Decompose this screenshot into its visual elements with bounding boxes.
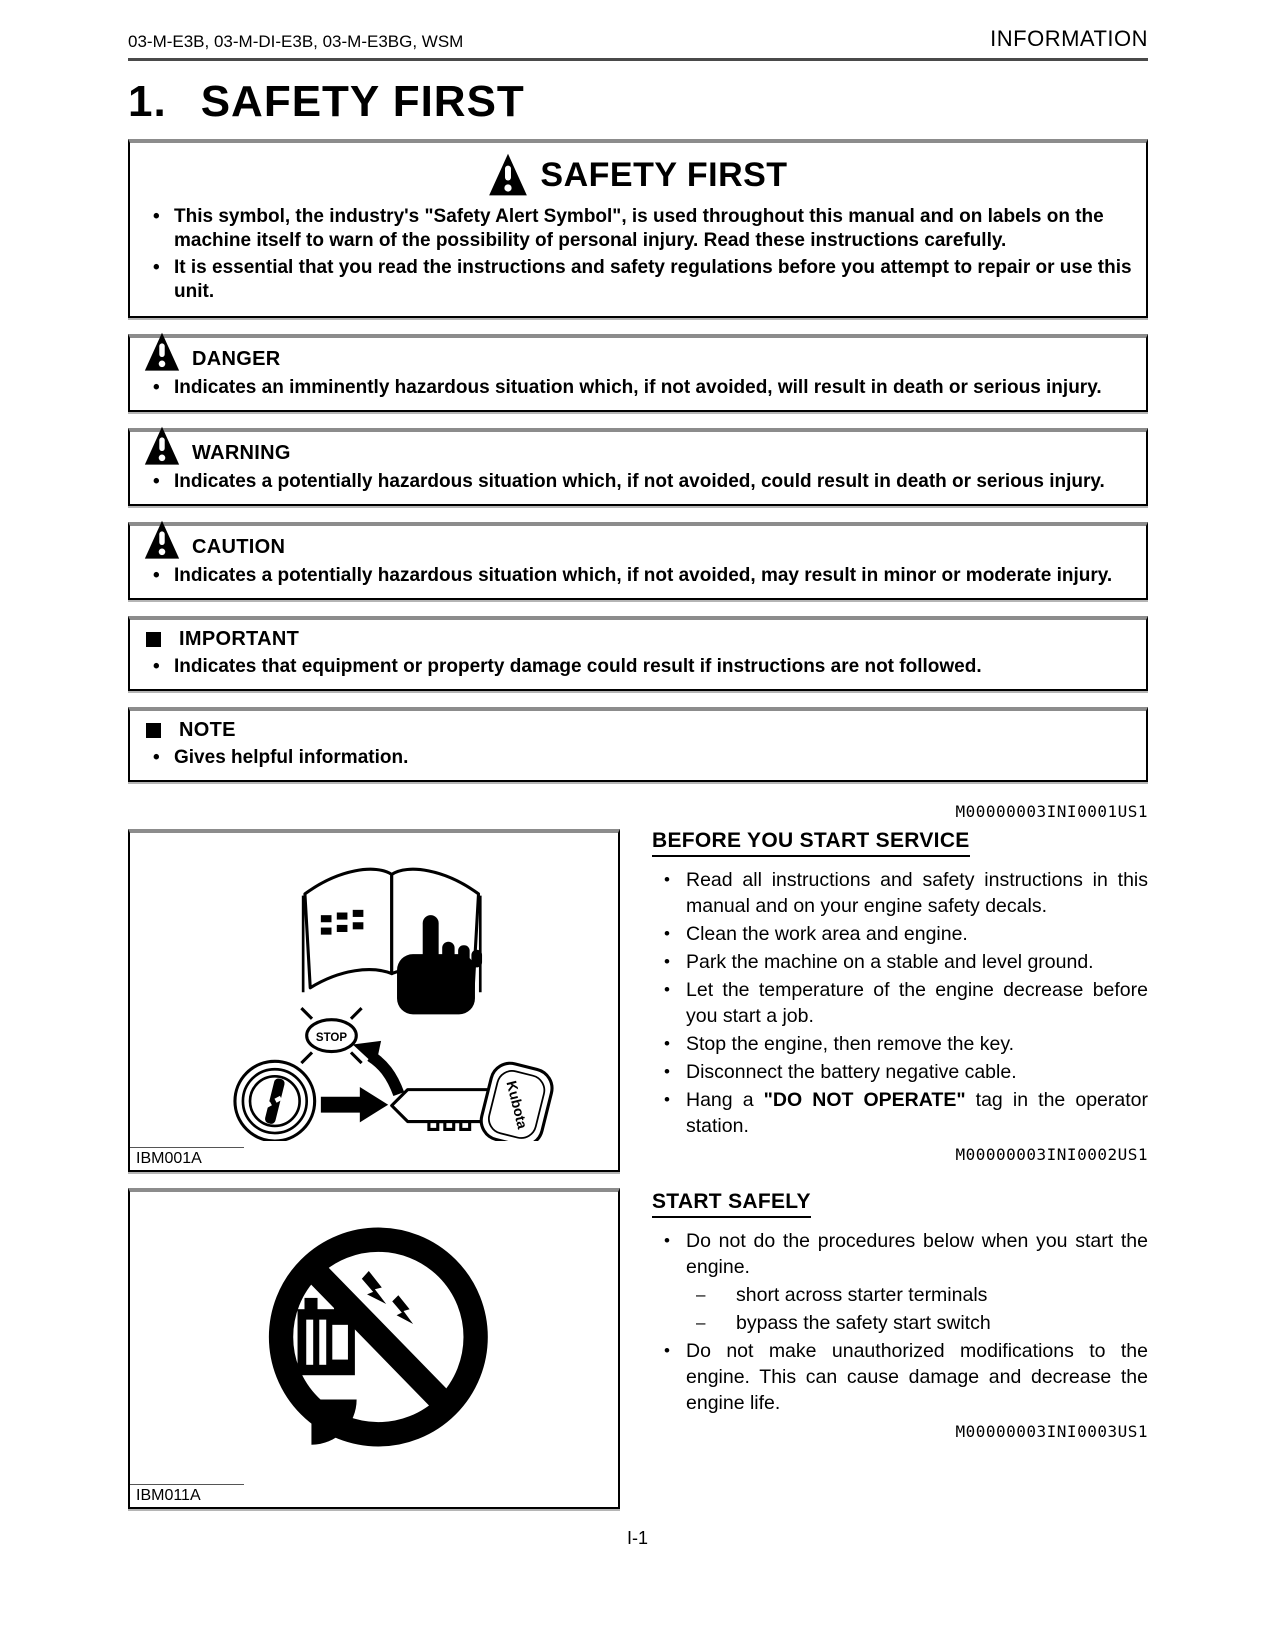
danger-box <box>128 334 1148 412</box>
danger-heading: DANGER <box>192 347 281 370</box>
bullet-text: Do not do the procedures below when you start the engine. <box>686 1230 1148 1278</box>
caution-box <box>128 522 1148 600</box>
service-bullet: • Park the machine on a stable and level ground. <box>652 949 1148 975</box>
service-bullet: • Stop the engine, then remove the key. <box>652 1031 1148 1057</box>
figure-label: IBM001A <box>130 1147 244 1170</box>
section-heading: START SAFELY <box>652 1190 811 1218</box>
start-safely-sub-item: – bypass the safety start switch <box>686 1310 1148 1336</box>
page-title <box>128 77 1148 127</box>
service-bullet: • Disconnect the battery negative cable. <box>652 1059 1148 1085</box>
do-not-operate-emphasis: "DO NOT OPERATE" <box>763 1089 966 1111</box>
important-box <box>128 616 1148 691</box>
danger-bullet: • Indicates an imminently hazardous situation which, if not avoided, will result in death or serious injury. <box>144 376 1132 400</box>
service-bullet: • Read all instructions and safety instructions in this manual and on your engine safety decals. <box>652 867 1148 919</box>
warning-heading: WARNING <box>192 441 291 464</box>
chapter-number: 1. <box>128 77 167 126</box>
warning-box <box>128 428 1148 506</box>
no-short-circuit-illustration <box>174 1198 574 1476</box>
note-heading: NOTE <box>179 719 236 741</box>
key-brand-text: Kubota <box>502 1079 530 1131</box>
warning-triangle-icon <box>144 332 180 372</box>
warning-triangle-icon <box>488 153 528 197</box>
chapter-title-text: SAFETY FIRST <box>200 77 525 126</box>
note-bullet: • Gives helpful information. <box>144 746 1132 770</box>
header-rule <box>128 58 1148 61</box>
code-reference: M00000003INI0003US1 <box>955 1422 1148 1441</box>
start-safely-bullet: • Do not make unauthorized modifications to the engine. This can cause damage and decrease the engine life. <box>652 1338 1148 1416</box>
section-start-safely <box>652 1190 1148 1441</box>
section-before-you-start-service <box>652 829 1148 1164</box>
warning-bullet: • Indicates a potentially hazardous situation which, if not avoided, could result in death or serious injury. <box>144 470 1132 494</box>
start-safely-sub-item: – short across starter terminals <box>686 1282 1148 1308</box>
note-box <box>128 707 1148 782</box>
page-header <box>128 0 1148 52</box>
bullet-text: Hang a <box>686 1089 764 1111</box>
code-reference: M00000003INI0001US1 <box>955 802 1148 821</box>
figure-label: IBM011A <box>130 1484 244 1507</box>
figure-box-no-short-circuit <box>128 1188 620 1509</box>
figure-box-read-manual <box>128 829 620 1172</box>
safety-bullet: • It is essential that you read the instructions and safety regulations before you attempt to repair or use this unit. <box>144 256 1132 304</box>
read-manual-remove-key-illustration <box>170 839 578 1141</box>
stop-text: STOP <box>315 1031 348 1044</box>
header-section-name: INFORMATION <box>990 26 1148 51</box>
warning-triangle-icon <box>144 426 180 466</box>
bullet-text: tag in the operator station. <box>686 1089 1148 1137</box>
warning-triangle-icon <box>144 520 180 560</box>
service-bullet <box>652 1087 1148 1139</box>
section-heading: BEFORE YOU START SERVICE <box>652 829 970 857</box>
code-reference: M00000003INI0002US1 <box>955 1145 1148 1164</box>
safety-first-box <box>128 139 1148 318</box>
safety-bullet: • This symbol, the industry's "Safety Alert Symbol", is used throughout this manual and on labels on the machine itself to warn of the possibility of personal injury. Read these instructions carefully. <box>144 205 1132 253</box>
black-square-icon <box>146 632 161 647</box>
service-bullet: • Let the temperature of the engine decrease before you start a job. <box>652 977 1148 1029</box>
important-bullet: • Indicates that equipment or property damage could result if instructions are not followed. <box>144 655 1132 679</box>
header-model-codes: 03-M-E3B, 03-M-DI-E3B, 03-M-E3BG, WSM <box>128 32 464 51</box>
caution-bullet: • Indicates a potentially hazardous situation which, if not avoided, may result in minor or moderate injury. <box>144 564 1132 588</box>
black-square-icon <box>146 723 161 738</box>
service-bullet: • Clean the work area and engine. <box>652 921 1148 947</box>
caution-heading: CAUTION <box>192 535 286 558</box>
important-heading: IMPORTANT <box>179 628 300 650</box>
start-safely-bullet <box>652 1228 1148 1336</box>
safety-box-heading: SAFETY FIRST <box>540 155 788 194</box>
footer-page-number: I-1 <box>626 1528 648 1548</box>
